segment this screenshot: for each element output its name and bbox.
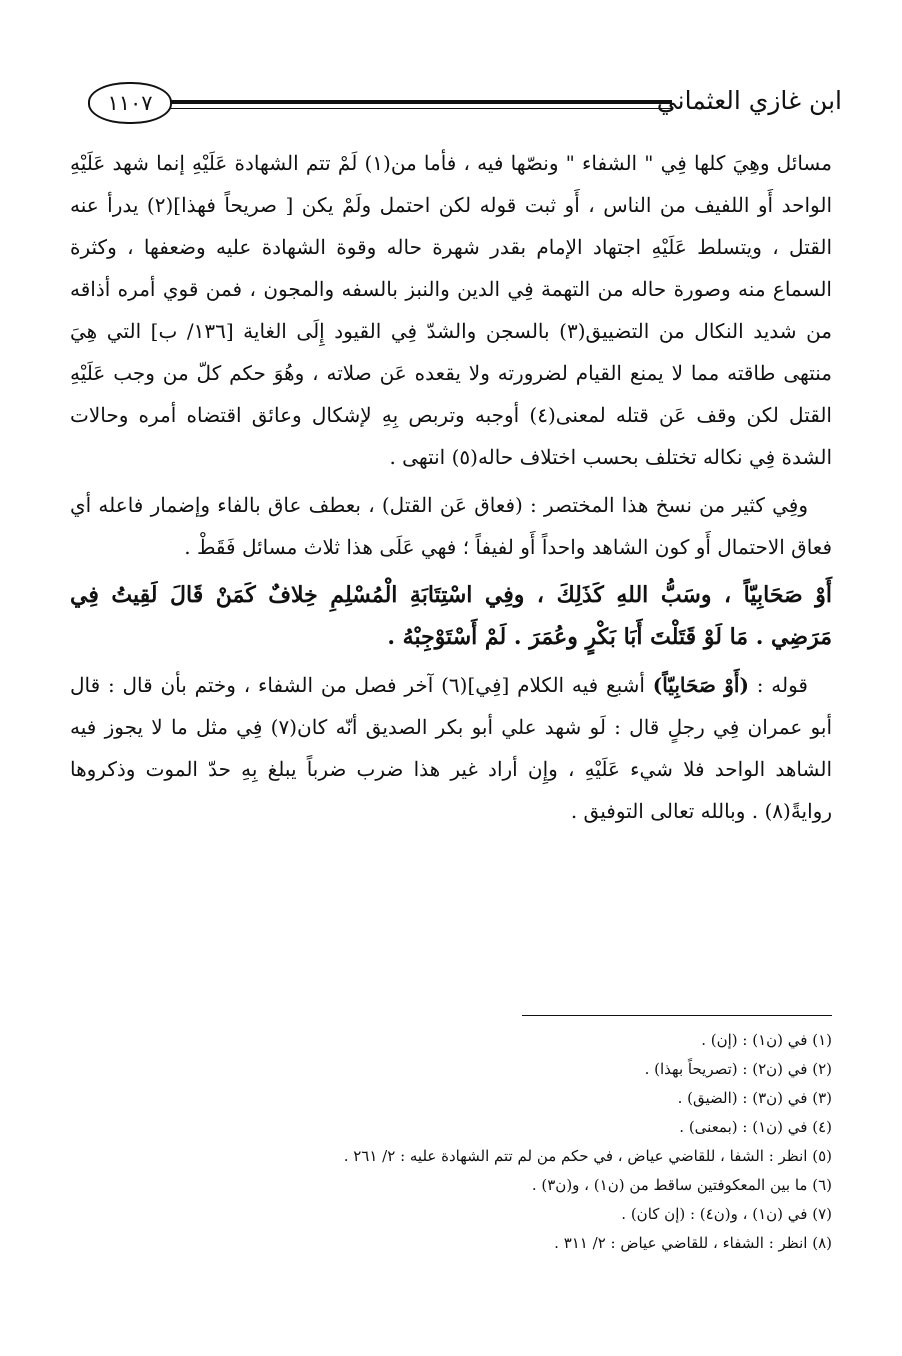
header-rule-thin bbox=[170, 108, 672, 109]
paragraph-1: مسائل وهِيَ كلها فِي " الشفاء " ونصّها فيه ، فأما من(١) لَمْ تتم الشهادة عَلَيْهِ إنما شهد عَلَيْهِ الواحد أَو اللفيف من الناس ، أَو ثبت قوله لكن احتمل ولَمْ يكن [ صريحاً فهذا](٢) يدرأ عنه القتل ، ويتسلط عَلَيْهِ اجتهاد الإمام بقدر شهرة حاله وقوة الشهادة عليه وضعفها ، وكثرة السماع منه وصورة حاله من التهمة فِي الدين والنبز بالسفه والمجون ، فمن قوي أمره أذاقه من شديد النكال من التضييق(٣) بالسجن والشدّ فِي القيود إِلَى الغاية [١٣٦/ ب] التي هِيَ منتهى طاقته مما لا يمنع القيام لضرورته ولا يقعده عَن صلاته ، وهُوَ حكم كلّ من وجب عَلَيْهِ القتل لكن وقف عَن قتله لمعنى(٤) أوجبه وتربص بِهِ لإشكال وعائق اقتضاه أمره وحالات الشدة فِي نكاله تختلف بحسب اختلاف حاله(٥) انتهى . bbox=[70, 151, 833, 469]
footnote-8: (٨) انظر : الشفاء ، للقاضي عياض : ٢/ ٣١١ . bbox=[554, 1234, 832, 1252]
footnote-1: (١) في (ن١) : (إن) . bbox=[701, 1031, 832, 1049]
paragraph-3-text: أشبع فيه الكلام [فِي](٦) آخر فصل من الشفاء ، وختم بأن قال : قال أبو عمران فِي رجلٍ قال : لَو شهد علي أبو بكر الصديق أنّه كان(٧) فِي مثل ما لا يجوز فيه الشاهد الواحد فلا شيء عَلَيْهِ ، وإِن أراد غير هذا ضرب ضرباً يبلغ بِهِ حدّ الموت وذكروها روايةً(٨) . وبالله تعالى التوفيق . bbox=[70, 673, 832, 823]
footnote-rule bbox=[522, 1015, 832, 1016]
paragraph-3-quote: (أَوْ صَحَابِيّاً) bbox=[652, 673, 749, 697]
paragraph-3 bbox=[70, 664, 832, 832]
footnotes bbox=[72, 1026, 832, 1258]
main-text bbox=[70, 142, 832, 838]
footnote-2: (٢) في (ن٢) : (تصريحاً بهذا) . bbox=[644, 1060, 832, 1078]
running-head-author: ابن غازي العثماني bbox=[656, 86, 842, 115]
paragraph-2: وفِي كثير من نسخ هذا المختصر : (فعاق عَن القتل) ، بعطف عاق بالفاء وإضمار فاعله أي فعاق الاحتمال أَو كون الشاهد واحداً أَو لفيفاً ؛ فهي عَلَى هذا ثلاث مسائل فَقَطْ . bbox=[70, 493, 832, 559]
paragraph-3-lead: قوله : bbox=[748, 673, 808, 697]
header-rule bbox=[170, 100, 672, 104]
footnote-7: (٧) في (ن١) ، و(ن٤) : (إن كان) . bbox=[621, 1205, 832, 1223]
page-header bbox=[88, 80, 842, 130]
footnote-5: (٥) انظر : الشفا ، للقاضي عياض ، في حكم من لم تتم الشهادة عليه : ٢/ ٢٦١ . bbox=[343, 1147, 832, 1165]
footnote-4: (٤) في (ن١) : (بمعنى) . bbox=[679, 1118, 832, 1136]
footnote-3: (٣) في (ن٣) : (الضيق) . bbox=[677, 1089, 832, 1107]
page-number: ١١٠٧ bbox=[88, 82, 172, 124]
footnote-6: (٦) ما بين المعكوفتين ساقط من (ن١) ، و(ن٣) . bbox=[531, 1176, 832, 1194]
matn-text: أَوْ صَحَابِيّاً ، وسَبُّ اللهِ كَذَلِكَ ، وفِي اسْتِتَابَةِ الْمُسْلِمِ خِلافٌ كَمَنْ قَالَ لَقِيتُ فِي مَرَضِي . مَا لَوْ قَتَلْتَ أَبَا بَكْرٍ وعُمَرَ . لَمْ أَسْتَوْجِبْهُ . bbox=[70, 582, 832, 650]
